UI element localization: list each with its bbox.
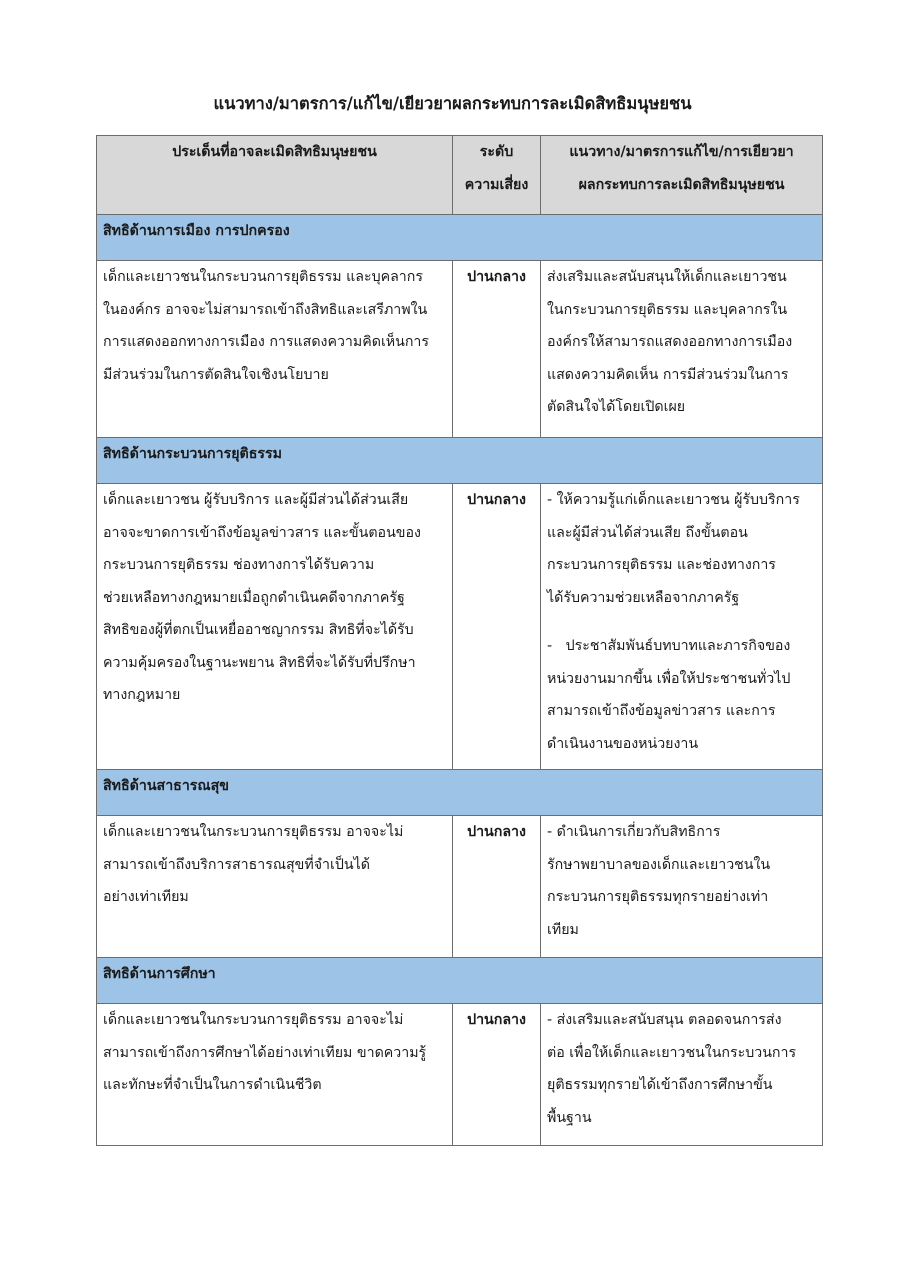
category-label: สิทธิด้านการเมือง การปกครอง — [97, 215, 823, 261]
measure-cell: - ส่งเสริมและสนับสนุน ตลอดจนการส่ง ต่อ เพื่อให้เด็กและเยาวชนในกระบวนการ ยุติธรรมทุกรายได้เข้าถึงการศึกษาขั้น พื้นฐาน — [541, 1004, 823, 1146]
issue-cell: เด็กและเยาวชนในกระบวนการยุติธรรม อาจจะไม่ สามารถเข้าถึงการศึกษาได้อย่างเท่าเทียม ขาดความรู้ และทักษะที่จำเป็นในการดำเนินชีวิต — [97, 1004, 453, 1146]
table-row — [97, 261, 823, 438]
risk-level-cell: ปานกลาง — [453, 484, 541, 770]
risk-level-cell: ปานกลาง — [453, 1004, 541, 1146]
measure-cell: - ดำเนินการเกี่ยวกับสิทธิการ รักษาพยาบาลของเด็กและเยาวชนใน กระบวนการยุติธรรมทุกรายอย่างเท่า เทียม — [541, 816, 823, 958]
page-title: แนวทาง/มาตรการ/แก้ไข/เยียวยาผลกระทบการละเมิดสิทธิมนุษยชน — [213, 94, 692, 113]
table-header-row — [97, 136, 823, 215]
issue-cell: เด็กและเยาวชน ผู้รับบริการ และผู้มีส่วนได้ส่วนเสีย อาจจะขาดการเข้าถึงข้อมูลข่าวสาร และขั้นตอนของ กระบวนการยุติธรรม ช่องทางการได้รับความ ช่วยเหลือทางกฎหมายเมื่อถูกดำเนินคดีจากภาครัฐ สิทธิของผู้ที่ตกเป็นเหยื่ออาชญากรรม สิทธิที่จะได้รับ ความคุ้มครองในฐานะพยาน สิทธิที่จะได้รับที่ปรึกษา ทางกฎหมาย — [97, 484, 453, 770]
paragraph-gap — [547, 614, 816, 630]
category-label: สิทธิด้านการศึกษา — [97, 958, 823, 1004]
header-measure: แนวทาง/มาตรการแก้ไข/การเยียวยา ผลกระทบการละเมิดสิทธิมนุษยชน — [541, 136, 823, 215]
header-risk: ระดับ ความเสี่ยง — [453, 136, 541, 215]
risk-level-cell: ปานกลาง — [453, 261, 541, 438]
category-row-health — [97, 770, 823, 816]
table-row — [97, 1004, 823, 1146]
measure-cell: - ให้ความรู้แก่เด็กและเยาวชน ผู้รับบริการ และผู้มีส่วนได้ส่วนเสีย ถึงขั้นตอน กระบวนการยุติธรรม และช่องทางการ ได้รับความช่วยเหลือจากภาครัฐ - ประชาสัมพันธ์บทบาทและภารกิจของ หน่วยงานมากขึ้น เพื่อให้ประชาชนทั่วไป สามารถเข้าถึงข้อมูลข่าวสาร และการ ดำเนินงานของหน่วยงาน — [541, 484, 823, 770]
category-label: สิทธิด้านกระบวนการยุติธรรม — [97, 438, 823, 484]
table-row — [97, 816, 823, 958]
table-row — [97, 484, 823, 770]
issue-cell: เด็กและเยาวชนในกระบวนการยุติธรรม และบุคลากร ในองค์กร อาจจะไม่สามารถเข้าถึงสิทธิและเสรีภาพใน การแสดงออกทางการเมือง การแสดงความคิดเห็นการ มีส่วนร่วมในการตัดสินใจเชิงนโยบาย — [97, 261, 453, 438]
category-label: สิทธิด้านสาธารณสุข — [97, 770, 823, 816]
measure-cell: ส่งเสริมและสนับสนุนให้เด็กและเยาวชน ในกระบวนการยุติธรรม และบุคลากรใน องค์กรให้สามารถแสดงออกทางการเมือง แสดงความคิดเห็น การมีส่วนร่วมในการ ตัดสินใจได้โดยเปิดเผย — [541, 261, 823, 438]
rights-risk-table — [96, 135, 823, 1146]
category-row-political — [97, 215, 823, 261]
issue-cell: เด็กและเยาวชนในกระบวนการยุติธรรม อาจจะไม่ สามารถเข้าถึงบริการสาธารณสุขที่จำเป็นได้ อย่างเท่าเทียม — [97, 816, 453, 958]
category-row-education — [97, 958, 823, 1004]
risk-level-cell: ปานกลาง — [453, 816, 541, 958]
header-issue: ประเด็นที่อาจละเมิดสิทธิมนุษยชน — [97, 136, 453, 215]
category-row-justice — [97, 438, 823, 484]
